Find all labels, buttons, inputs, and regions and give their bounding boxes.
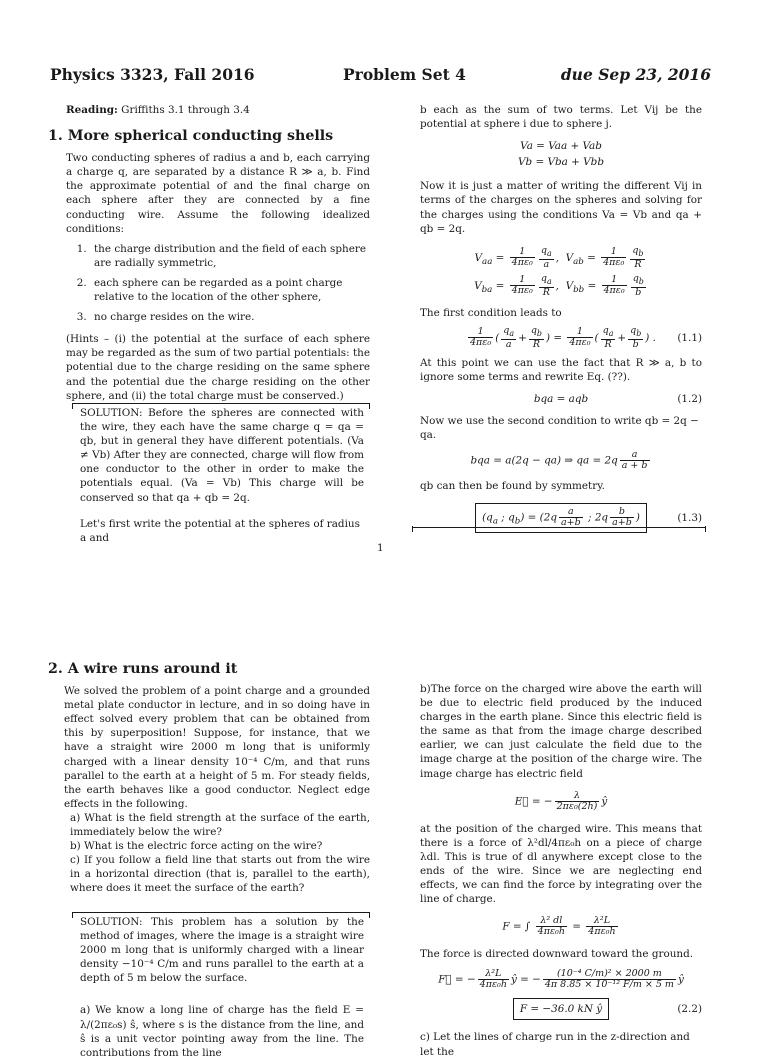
problem-set-header: Problem Set 4 [343, 65, 466, 84]
left-column-2 [48, 662, 370, 896]
problem-2-text: We solved the problem of a point charge and a grounded metal plate conductor in lecture, and in so doing have in effect solved every problem that can be obtained from this by superposition! Suppose, for instance, that we have a straight wire 2000 m long that is uniformly charged with a linear density 10⁻⁴ C/m, and that runs parallel to the earth at a height of 5 m. For steady fields, the earth behaves like a good conductor. Neglect edge effects in the following. [64, 685, 370, 810]
page-number: 1 [377, 542, 384, 554]
equation-2-2: F = −36.0 kN ŷ (2.2) [420, 998, 702, 1020]
equation-1-2: bqa = aqb (1.2) [533, 392, 702, 405]
solution-1-continued: Let's first write the potential at the spheres of radius a and [80, 517, 360, 544]
equation-number: (1.2) [677, 392, 702, 405]
part-b-text-2: at the position of the charged wire. This means that there is a force of λ²dl/4πε₀h on a piece of charge λdl. This is true of dl anywhere except close to the ends of the wire. Since we are neglecting end effects, we can find the force by integrating over the line of charge. [420, 822, 702, 906]
eq-va: Va = Vaa + Vab [520, 140, 602, 153]
equation-1-3: ($q_a$ ; $q_b) = (2q$ $\frac{a}{a+b}$ ; 2q $\frac{b}{a+b}$ ) (1.3) [420, 503, 702, 533]
course-header: Physics 3323, Fall 2016 [50, 65, 255, 84]
hints-text: (Hints – (i) the potential at the surface of each sphere may be regarded as the sum of two partial potentials: the potential due to the charge residing on the same sphere and the potential due the charge residing on the other sphere, and (ii) the total charge must be conserved.) [66, 333, 370, 402]
right-text-5: qb can then be found by symmetry. [420, 479, 605, 492]
problem-1-text: Two conducting spheres of radius a and b, each carrying a charge q, are separated by a distance R ≫ a, b. Find the approximate potential of and the final charge on each sphere after they are connected by a fine conducting wire. Assume the following idealized conditions: [66, 152, 370, 235]
conditions-list [66, 242, 370, 324]
eq-force-numeric: F⃗ = − $\frac{\text{λ²L}}{\text{4πε₀h}}$ ŷ = − $\frac{\text{(10⁻⁴ C/m)² × 2000 m}}{\text{4π 8.85 × 10⁻¹² F/m × 5 m}}$ ŷ [438, 968, 684, 991]
solution-box-1-end [412, 527, 706, 528]
condition-item: 2. each sphere can be regarded as a point charge relative to the location of the other sphere, [90, 276, 370, 304]
right-text-4: Now we use the second condition to write qb = 2q − qa. [420, 414, 699, 441]
right-text-2: Now it is just a matter of writing the different Vij in terms of the charges on the spheres and solving for the charges using the conditions Va = Vb and qa + qb = 2q. [420, 180, 702, 235]
question-a: a) What is the field strength at the surface of the earth, immediately below the wire? [70, 811, 370, 839]
part-c-text: c) Let the lines of charge run in the z-direction and let the [420, 1031, 690, 1058]
left-column [48, 103, 370, 403]
page-2 [0, 640, 768, 1059]
eq-solve-qa: bqa = a(2q − qa) ⇒ qa = 2q $\frac{a}{a + b}$ [470, 448, 648, 471]
part-b-text: b)The force on the charged wire above the earth will be due to electric field produced by the induced charges in the earth plane. Since this electric field is the same as that from the image charge described earlier, we can just calculate the field due to the image charge at the position of the charge wire. The image charge has electric field [420, 683, 702, 780]
problem-1-title: 1. More spherical conducting shells [48, 128, 334, 145]
right-column [420, 103, 702, 543]
due-date-header: due Sep 23, 2016 [560, 65, 711, 84]
equation-number: (1.3) [677, 511, 702, 524]
right-column-2 [420, 682, 702, 1059]
eq-vaa-vab: $V_{aa}$ = $\frac{1}{\text{4πε₀}}$ $\frac{q_a}{a}$ , $V_{ab}$ = $\frac{1}{\text{4πε₀}}$ $\frac{q_b}{R}$ [474, 244, 644, 270]
question-b: b) What is the electric force acting on the wire? [70, 840, 323, 853]
solution-2a-text: a) We know a long line of charge has the field E = λ/(2πε₀s) ŝ, where s is the distance from the line, and ŝ is a unit vector pointing away from the line. The contributions from the line [80, 1004, 364, 1059]
eq-image-field: E⃗ = − $\frac{\lambda}{\text{2πε₀(2h)}}$ ŷ [514, 789, 608, 812]
first-condition-text: The first condition leads to [420, 306, 562, 319]
eq-force-integral: F = ∫ $\frac{\text{λ² dl}}{\text{4πε₀h}}$ = $\frac{\text{λ²L}}{\text{4πε₀h}}$ [502, 915, 616, 938]
equation-number: (2.2) [677, 1003, 702, 1016]
solution-box-2 [72, 912, 370, 1060]
question-c: c) If you follow a field line that starts out from the wire in a horizontal direction (that is, parallel to the earth), where does it meet the surface of the earth? [70, 854, 370, 895]
solution-2-text: SOLUTION: This problem has a solution by the method of images, where the image is a straight wire 2000 m long that is uniformly charged with a linear density −10⁻⁴ C/m and runs parallel to the earth at a depth of 5 m below the surface. [80, 916, 364, 985]
eq-vba-vbb: $V_{ba}$ = $\frac{1}{\text{4πε₀}}$ $\frac{q_a}{R}$ , $V_{bb}$ = $\frac{1}{\text{4πε₀}}$ $\frac{q_b}{b}$ [474, 272, 644, 298]
equation-1-1: $\frac{1}{\text{4πε₀}}$ ( $\frac{q_a}{a}$ + $\frac{q_b}{R}$ ) = $\frac{1}{\text{4πε₀}}$ ( $\frac{q_a}{R}$ + $\frac{q_b}{b}$ ) . (1.1) [470, 324, 702, 350]
eq-vb: Vb = Vba + Vbb [518, 156, 604, 169]
reading-line: Reading: Griffiths 3.1 through 3.4 [66, 104, 250, 116]
problem-2-title: 2. A wire runs around it [48, 661, 238, 677]
condition-item: 3. no charge resides on the wire. [90, 310, 370, 324]
right-text-3: At this point we can use the fact that R ≫ a, b to ignore some terms and rewrite Eq. (??). [420, 356, 702, 383]
solution-1-text: SOLUTION: Before the spheres are connected with the wire, they each have the same charge q = qa = qb, but in general they have different potentials. (Va ≠ Vb) After they are connected, charge will flow from one conductor to the other in order to make the potentials equal. (Va = Vb) This charge will be conserved so that qa + qb = 2q. [80, 407, 364, 504]
equation-number: (1.1) [677, 331, 702, 344]
condition-item: 1. the charge distribution and the field of each sphere are radially symmetric, [90, 242, 370, 270]
solution-box-1 [72, 403, 370, 545]
force-direction-text: The force is directed downward toward the ground. [420, 948, 694, 961]
right-intro: b each as the sum of two terms. Let Vij be the potential at sphere i due to sphere j. [420, 104, 702, 131]
